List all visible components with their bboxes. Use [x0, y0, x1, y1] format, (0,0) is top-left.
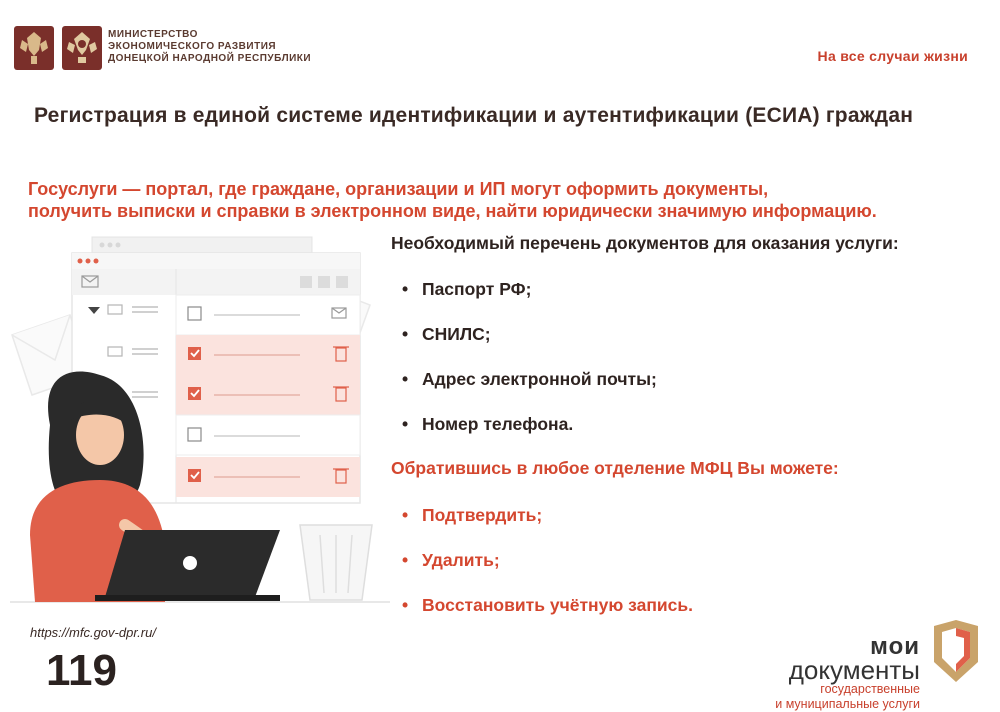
page-number: 119	[46, 646, 117, 695]
document-item: • Паспорт РФ;	[392, 278, 657, 323]
brand-wordmark	[775, 633, 920, 712]
slogan: На все случаи жизни	[817, 48, 968, 64]
website-link[interactable]: https://mfc.gov-dpr.ru/	[30, 625, 156, 640]
brand-logo-icon	[930, 618, 982, 689]
document-item: • Номер телефона.	[392, 413, 657, 458]
email-illustration	[0, 225, 390, 615]
action-item: • Подтвердить;	[392, 504, 693, 549]
documents-heading: Необходимый перечень документов для оказания услуги:	[391, 233, 899, 253]
brand-line-3: государственные	[820, 682, 920, 696]
brand-line-2: документы	[788, 655, 920, 685]
documents-list	[392, 278, 657, 458]
ministry-line-2: ЭКОНОМИЧЕСКОГО РАЗВИТИЯ	[108, 41, 277, 52]
page-title: Регистрация в единой системе идентификации и аутентификации (ЕСИА) граждан	[34, 104, 914, 127]
ministry-emblem-icon	[62, 26, 102, 70]
action-item: • Восстановить учётную запись.	[392, 594, 693, 639]
ministry-line-3: ДОНЕЦКОЙ НАРОДНОЙ РЕСПУБЛИКИ	[108, 53, 312, 64]
actions-list	[392, 504, 693, 639]
intro-line-1: Госуслуги — портал, где граждане, организации и ИП могут оформить документы,	[28, 179, 769, 199]
action-item: • Удалить;	[392, 549, 693, 594]
apple-icon	[183, 556, 197, 570]
document-item: • СНИЛС;	[392, 323, 657, 368]
actions-heading: Обратившись в любое отделение МФЦ Вы можете:	[391, 458, 839, 478]
brand-line-4: и муниципальные услуги	[775, 697, 920, 711]
trash-bin-icon	[300, 525, 372, 600]
brand-line-1: мои	[870, 633, 920, 660]
laptop-icon	[95, 530, 280, 601]
republic-emblem-icon	[14, 26, 54, 70]
ministry-name	[108, 29, 311, 65]
intro-text	[28, 178, 988, 222]
document-item: • Адрес электронной почты;	[392, 368, 657, 413]
ministry-line-1: МИНИСТЕРСТВО	[108, 29, 198, 40]
intro-line-2: получить выписки и справки в электронном виде, найти юридически значимую информацию.	[28, 201, 877, 221]
